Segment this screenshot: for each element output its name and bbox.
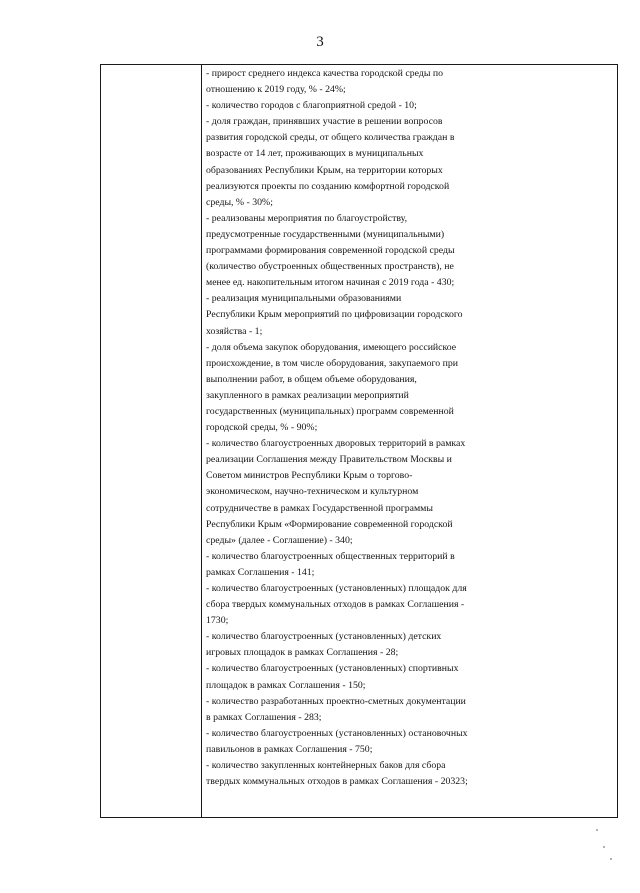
text-line: - количество закупленных контейнерных баков для сбора [206,760,446,772]
text-line: реализации Соглашения между Правительством Москвы и [206,454,452,466]
text-line: программами формирования современной городской среды [206,245,455,257]
text-line: выполнении работ, в общем объеме оборудования, [206,373,417,385]
text-line: - количество разработанных проектно-сметных документации [206,695,466,707]
text-line: экономическом, научно-техническом и культурном [206,486,419,498]
text-line: образованиях Республики Крым, на территории которых [206,164,443,176]
text-line: возрасте от 14 лет, проживающих в муниципальных [206,148,424,160]
text-line: городской среды, % - 90%; [206,422,318,434]
text-line: - реализованы мероприятия по благоустройству, [206,212,408,224]
scan-speck [596,829,598,831]
text-line: - количество благоустроенных дворовых территорий в рамках [206,438,466,450]
text-line: игровых площадок в рамках Соглашения - 28; [206,647,399,659]
indicators-table [100,64,618,818]
text-line: сотрудничестве в рамках Государственной программы [206,502,433,514]
text-line: реализуются проекты по созданию комфортной городской [206,180,450,192]
text-line: в рамках Соглашения - 283; [206,711,322,723]
text-line: Республики Крым мероприятий по цифровизации городского [206,309,463,321]
text-line: - количество благоустроенных (установленных) детских [206,631,442,643]
text-line: (количество обустроенных общественных пространств), не [206,261,454,273]
text-line: рамках Соглашения - 141; [206,566,315,578]
scan-speck [610,858,612,860]
text-line: - доля объема закупок оборудования, имеющего российское [206,341,457,353]
text-line: - количество благоустроенных (установленных) спортивных [206,663,459,675]
text-line: развития городской среды, от общего количества граждан в [206,132,455,144]
text-line: сбора твердых коммунальных отходов в рамках Соглашения - [206,599,465,611]
text-line: - количество благоустроенных (установленных) площадок для [206,583,467,594]
text-line: государственных (муниципальных) программ современной [206,405,454,417]
text-line: предусмотренные государственными (муниципальными) [206,228,445,240]
scan-speck [603,846,605,848]
text-line: 1730; [206,615,229,627]
text-line: площадок в рамках Соглашения - 150; [206,679,366,691]
text-line: - количество городов с благоприятной средой - 10; [206,100,417,112]
text-line: Советом министров Республики Крым о торгово- [206,470,413,482]
text-line: твердых коммунальных отходов в рамках Соглашения - 20323; [206,776,468,788]
text-line: - реализация муниципальными образованиями [206,293,402,305]
text-line: среды, % - 30%; [206,196,273,208]
text-line: отношению к 2019 году, % - 24%; [206,84,346,96]
page-number: 3 [316,34,324,50]
table-left-column [101,65,202,817]
text-line: менее ед. накопительным итогом начиная с 2019 года - 430; [206,277,455,289]
text-line: - количество благоустроенных (установленных) остановочных [206,727,468,739]
text-line: павильонов в рамках Соглашения - 750; [206,743,373,755]
text-line: - прирост среднего индекса качества городской среды по [206,68,443,79]
text-line: хозяйства - 1; [206,325,263,337]
text-line: Республики Крым «Формирование современной городской [206,518,453,530]
text-line: - доля граждан, принявших участие в решении вопросов [206,116,443,128]
text-line: среды» (далее - Соглашение) - 340; [206,534,353,546]
text-line: - количество благоустроенных общественных территорий в [206,550,455,562]
text-line: происхождение, в том числе оборудования, закупаемого при [206,357,459,369]
text-line: закупленного в рамках реализации мероприятий [206,389,409,401]
table-right-column [204,65,616,817]
